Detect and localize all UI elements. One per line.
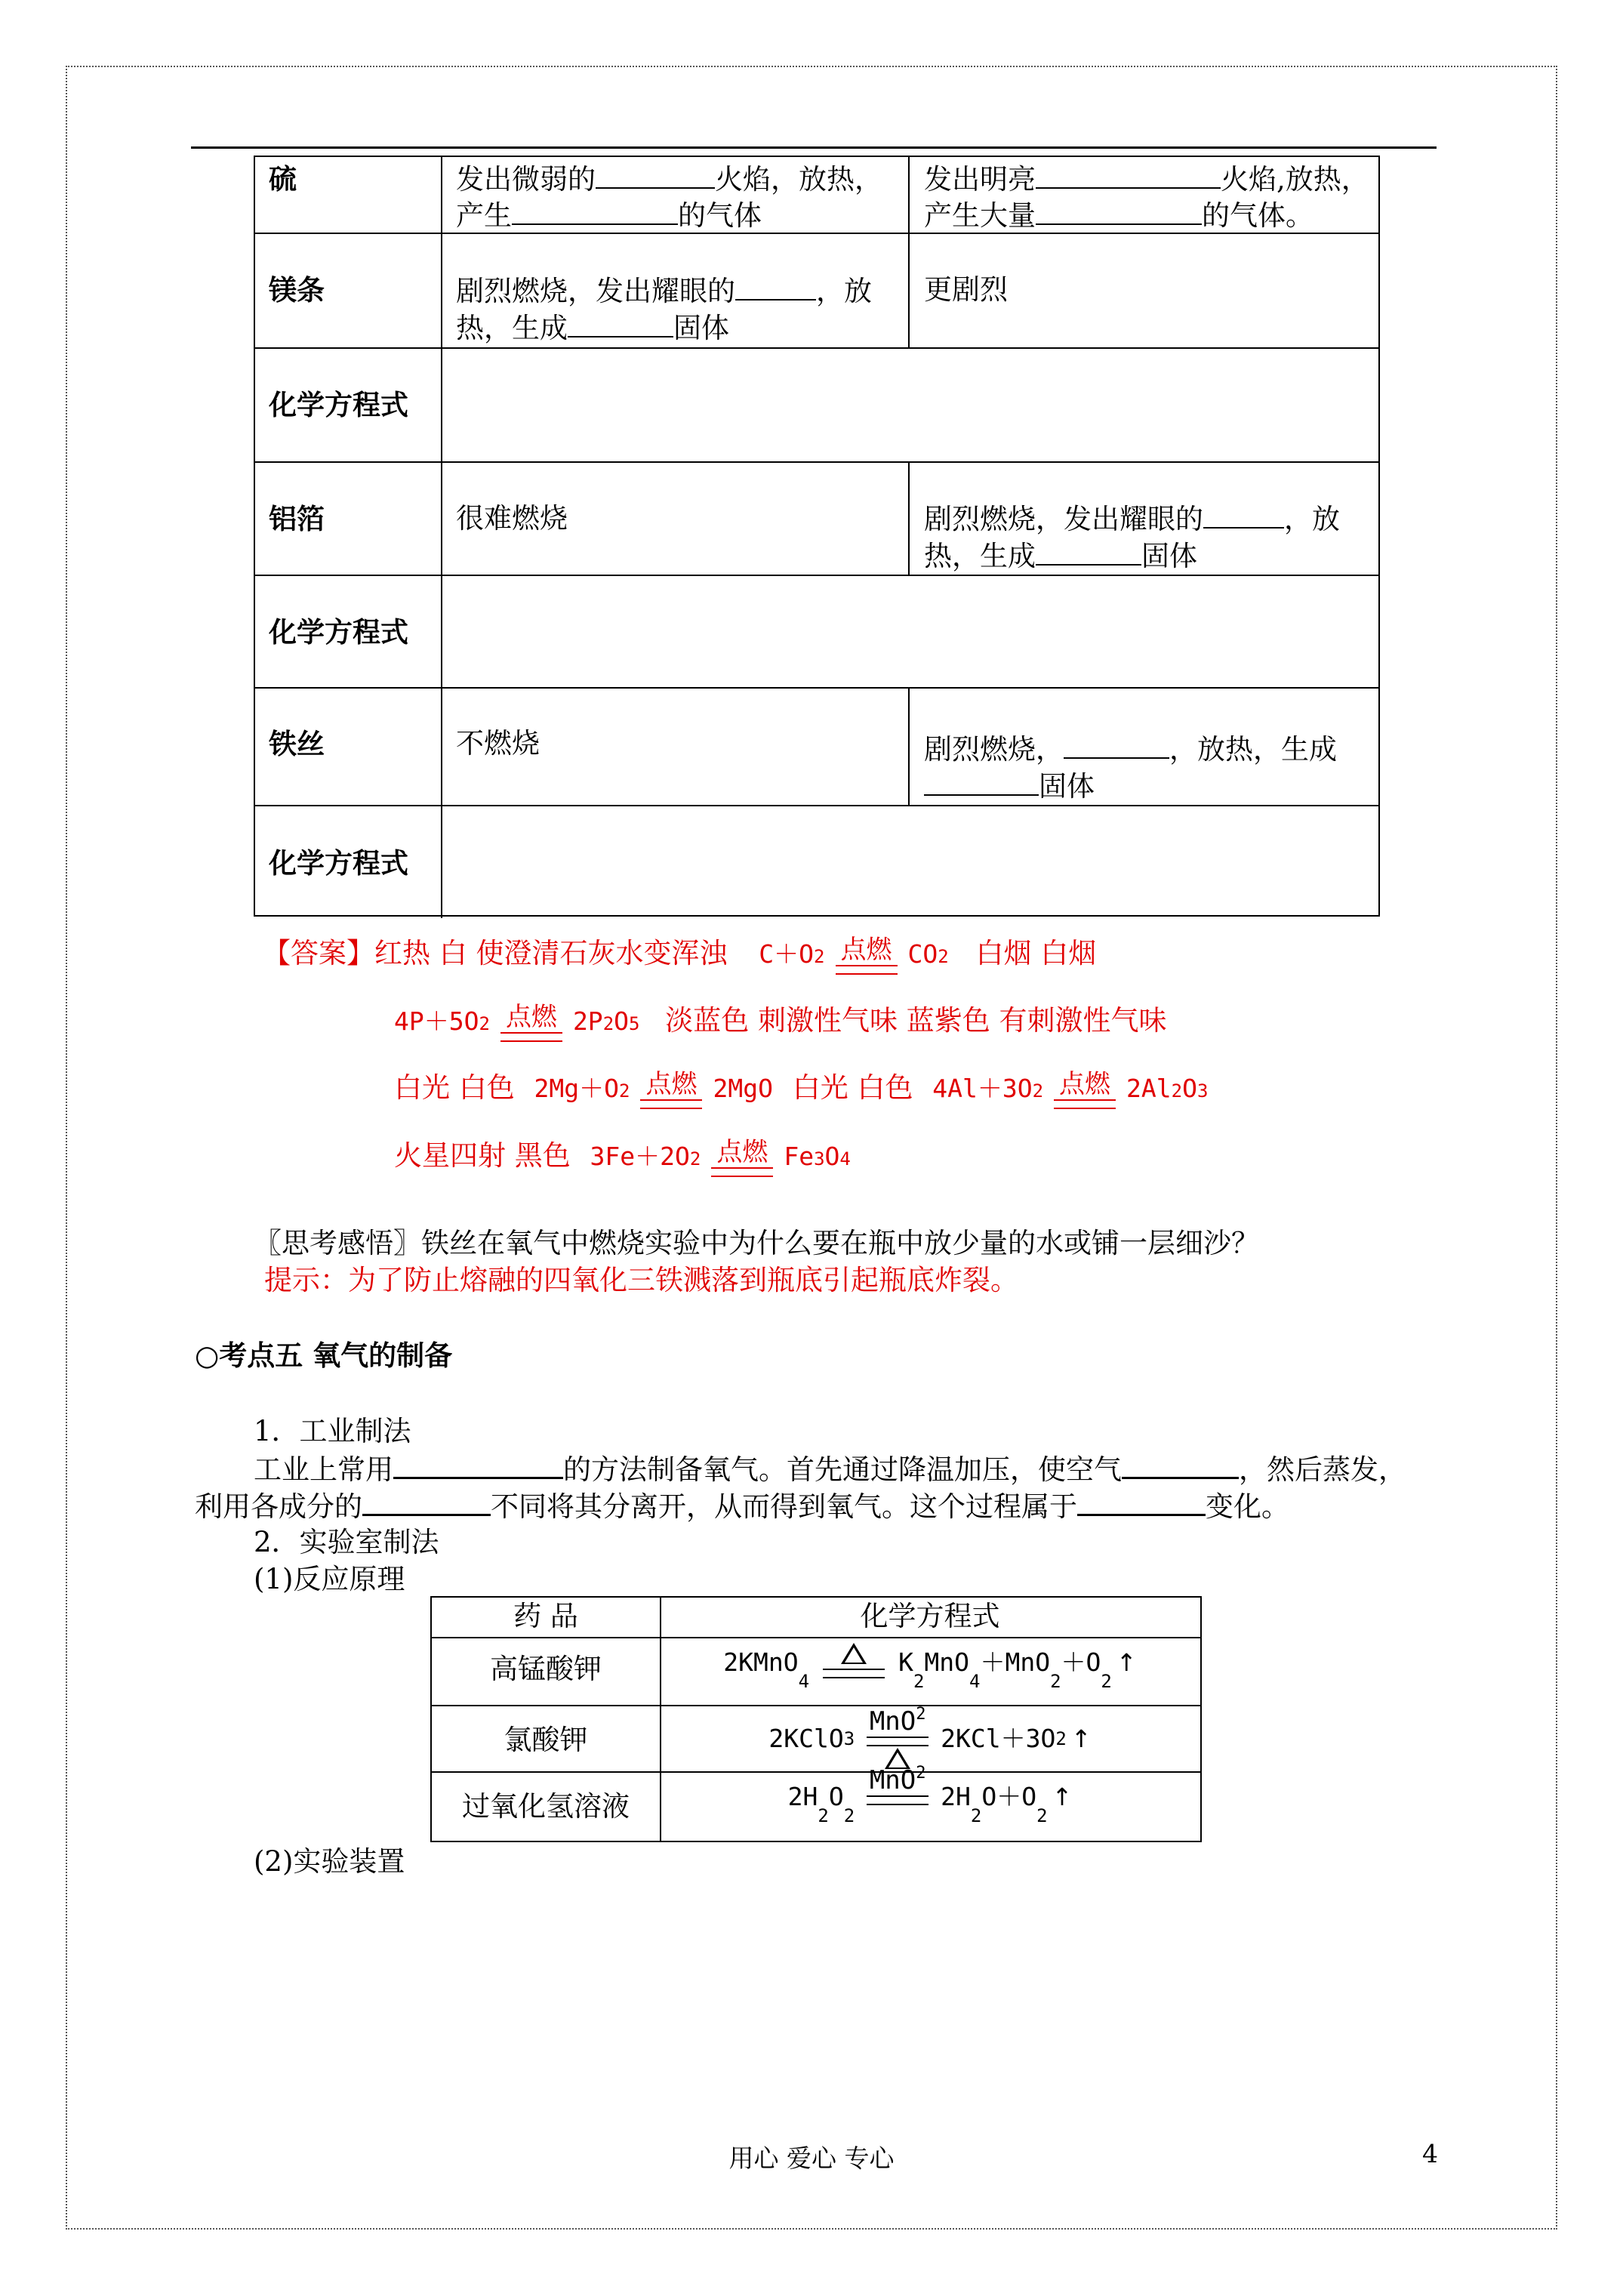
cell-text: 剧烈燃烧，发出耀眼的 (924, 503, 1203, 535)
fill-blank (735, 272, 816, 300)
row-label: 化学方程式 (269, 615, 408, 649)
equation: 4Al＋3O 2 点燃 2Al 2 O 3 (932, 1070, 1208, 1114)
fill-blank (1122, 1450, 1239, 1479)
reaction-condition: 点燃 (836, 936, 898, 975)
table-rule (255, 575, 1378, 576)
table-rule (255, 461, 1378, 463)
fill-blank (1203, 500, 1284, 529)
cell-text: 剧烈燃烧，发出耀眼的 (456, 275, 735, 307)
table-row (924, 730, 1337, 769)
reaction-condition (823, 1643, 885, 1678)
table-row (456, 309, 729, 347)
catalyst: MnO (869, 1765, 916, 1795)
table-row (924, 160, 1369, 199)
table-col-rule (908, 461, 910, 575)
gas-arrow-icon: ↑ (1070, 1724, 1092, 1753)
paragraph-text: 不同将其分离开，从而得到氧气。这个过程属于 (491, 1490, 1077, 1523)
cell-text: 更剧烈 (924, 273, 1008, 306)
answer-text: 白光 白色 (792, 1071, 913, 1104)
table-col-rule (441, 157, 442, 918)
cell-text: 热，生成 (924, 540, 1036, 572)
paragraph-line (254, 1450, 1406, 1489)
table-rule (255, 347, 1378, 349)
table-header: 药 品 (513, 1600, 578, 1632)
table-row (456, 272, 872, 310)
table-rule (255, 805, 1378, 806)
cell-text: 发出明亮 (924, 163, 1036, 196)
gas-arrow-icon: ↑ (1116, 1648, 1137, 1677)
row-label: 化学方程式 (269, 846, 408, 880)
equation: 2KClO 3 MnO$^2$ 2KCl＋3O 2 ↑ (660, 1708, 1200, 1769)
answer-text: 白光 白色 (394, 1071, 515, 1104)
answer-text: 火星四射 黑色 (394, 1139, 571, 1172)
equation: 4P＋5O 2 点燃 2P 2 O 5 (394, 1003, 639, 1046)
paragraph-text: 利用各成分的 (195, 1490, 362, 1523)
answer-line-2 (394, 1002, 1167, 1046)
fill-blank (1064, 730, 1169, 759)
reagent-table (430, 1596, 1202, 1842)
fill-blank (1036, 196, 1202, 225)
answer-text: 白烟 白烟 (975, 937, 1097, 969)
fill-blank (393, 1450, 563, 1479)
fill-blank (1036, 160, 1221, 189)
paragraph-text: ，然后蒸发， (1239, 1453, 1406, 1486)
reaction-condition: 点燃 (1054, 1071, 1116, 1109)
fill-blank (1036, 537, 1141, 566)
cell-text: 产生大量 (924, 199, 1036, 232)
page-footer: 用心 爱心 专心 (728, 2143, 895, 2173)
cell-text: 固体 (1039, 770, 1095, 803)
heat-delta-icon (841, 1643, 867, 1664)
fill-blank (596, 160, 715, 189)
reaction-condition: 点燃 (640, 1071, 702, 1109)
equation: 2KMnO 4 K 2 MnO 4 ＋MnO 2 ＋O 2 ↑ (660, 1643, 1200, 1681)
table-header: 化学方程式 (860, 1600, 1000, 1632)
reaction-condition: MnO$^2$ (867, 1767, 929, 1805)
header-rule (191, 146, 1437, 149)
paragraph-line (195, 1487, 1289, 1526)
section-title: ○考点五 氧气的制备 (195, 1339, 453, 1372)
table-row (456, 160, 882, 199)
table-rule (432, 1771, 1200, 1773)
equation: 2H 2 O 2 MnO$^2$ 2H 2 O＋O 2 ↑ (787, 1764, 1073, 1826)
row-label: 化学方程式 (269, 388, 408, 421)
row-label: 镁条 (269, 273, 325, 307)
cell-text: ，放 (1284, 503, 1340, 535)
gas-arrow-icon: ↑ (1052, 1783, 1073, 1811)
subsection-heading: 1．工业制法 (254, 1415, 411, 1447)
fill-blank (1077, 1487, 1206, 1516)
subsection-heading: (2)实验装置 (254, 1845, 405, 1878)
row-label: 硫 (269, 162, 297, 196)
cell-text: 剧烈燃烧， (924, 733, 1064, 766)
cell-text: 产生 (456, 199, 512, 232)
answer-line-1 (263, 935, 1096, 979)
table-rule (432, 1705, 1200, 1706)
think-hint: 提示：为了防止熔融的四氧化三铁溅落到瓶底引起瓶底炸裂。 (264, 1264, 1018, 1296)
answer-line-4 (394, 1137, 851, 1182)
cell-text: 火焰,放热， (1221, 163, 1369, 196)
reagent-name: 高锰酸钾 (490, 1653, 602, 1685)
table-rule (255, 687, 1378, 689)
equation: 3Fe＋2O 2 点燃 Fe 3 O 4 (590, 1138, 851, 1182)
row-label: 铝箔 (269, 502, 325, 535)
reaction-condition: 点燃 (711, 1139, 773, 1177)
row-label: 铁丝 (269, 727, 325, 760)
table-row (924, 196, 1313, 235)
subsection-heading: (1)反应原理 (254, 1563, 405, 1595)
cell-text: 火焰，放热， (715, 163, 882, 196)
subsection-heading: 2．实验室制法 (254, 1526, 439, 1558)
equation: C＋O 2 点燃 CO 2 (759, 935, 948, 979)
answer-line-3 (394, 1069, 1208, 1114)
cell-text: 的气体。 (1202, 199, 1313, 232)
fill-blank (362, 1487, 491, 1516)
paragraph-text: 的方法制备氧气。首先通过降温加压，使空气 (563, 1453, 1122, 1486)
cell-text: 固体 (673, 312, 729, 344)
table-row (924, 537, 1197, 575)
cell-text: 很难燃烧 (456, 502, 568, 535)
think-question: 〖思考感悟〗铁丝在氧气中燃烧实验中为什么要在瓶中放少量的水或铺一层细沙？ (254, 1227, 1259, 1259)
cell-text: ，放 (816, 275, 872, 307)
cell-text: 不燃烧 (456, 727, 540, 760)
equation: 2Mg＋O 2 点燃 2MgO (534, 1070, 773, 1114)
cell-text: 的气体 (678, 199, 762, 232)
reaction-condition: 点燃 (500, 1003, 562, 1042)
catalyst: MnO (869, 1706, 916, 1737)
table-row (924, 500, 1340, 538)
answer-text: 淡蓝色 刺激性气味 蓝紫色 有刺激性气味 (665, 1004, 1167, 1037)
cell-text: 热，生成 (456, 312, 568, 344)
paragraph-text: 工业上常用 (254, 1453, 393, 1486)
page-number: 4 (1422, 2139, 1438, 2168)
fill-blank (924, 767, 1039, 796)
combustion-table (254, 156, 1380, 917)
answer-prefix: 【答案】红热 白 使澄清石灰水变浑浊 (263, 937, 728, 969)
reagent-name: 过氧化氢溶液 (462, 1790, 630, 1823)
table-rule (432, 1637, 1200, 1638)
table-row (456, 196, 762, 235)
fill-blank (568, 309, 673, 337)
table-col-rule (908, 687, 910, 805)
reaction-condition: MnO$^2$ (867, 1708, 929, 1769)
cell-text: ，放热，生成 (1169, 733, 1337, 766)
fill-blank (512, 196, 678, 225)
cell-text: 固体 (1141, 540, 1197, 572)
table-row (924, 767, 1095, 806)
table-col-rule (908, 157, 910, 347)
cell-text: 发出微弱的 (456, 163, 596, 196)
reagent-name: 氯酸钾 (504, 1724, 588, 1756)
paragraph-text: 变化。 (1206, 1490, 1289, 1523)
